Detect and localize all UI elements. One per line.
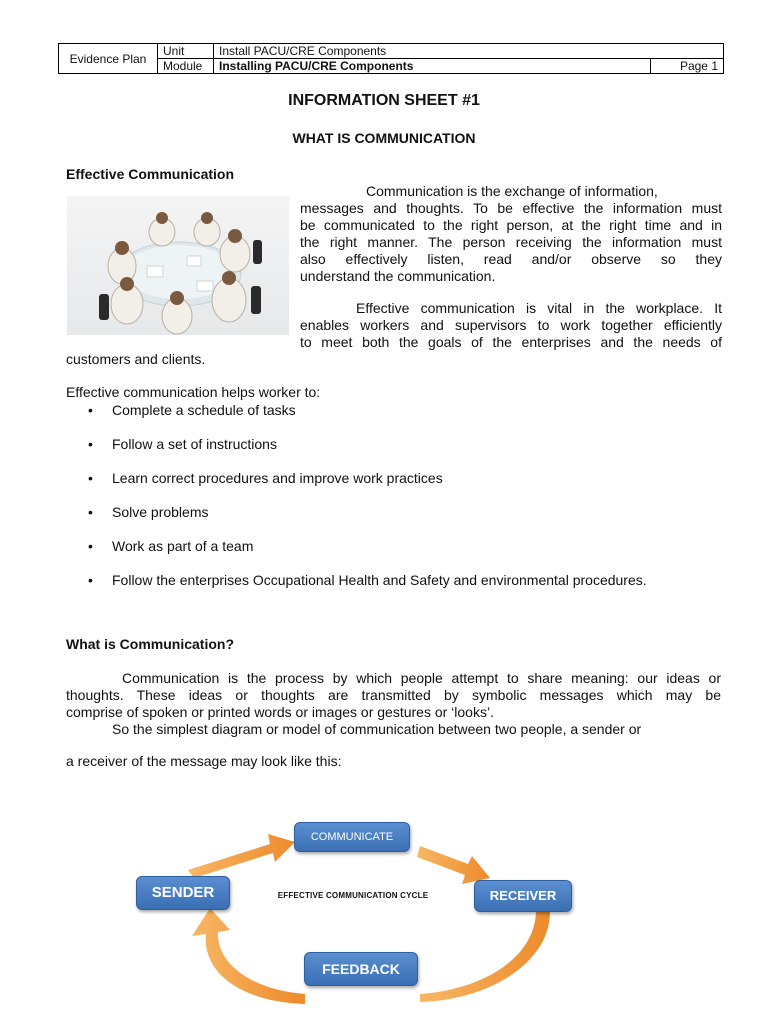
bullet-icon: •	[88, 470, 93, 486]
list-item: • Solve problems	[88, 504, 209, 520]
sender-box: SENDER	[136, 876, 230, 910]
list-item: • Learn correct procedures and improve work practices	[88, 470, 443, 486]
paragraph-communication-process	[66, 670, 721, 738]
para-line: thoughts. These ideas or thoughts are transmitted by symbolic messages which may be	[66, 687, 721, 703]
para-line: be communicated to the right person, at the right time and in	[300, 217, 722, 233]
meeting-illustration	[67, 196, 289, 335]
arrow-receiver-to-feedback	[420, 912, 550, 1002]
feedback-box: FEEDBACK	[304, 952, 418, 986]
section-heading-effective-communication: Effective Communication	[66, 166, 235, 182]
communicate-box: COMMUNICATE	[294, 822, 410, 852]
para-line: Effective communication is vital in the workplace. It	[356, 300, 722, 316]
document-header-table	[58, 43, 724, 74]
paragraph-effective-workplace	[300, 300, 722, 351]
para-line: messages and thoughts. To be effective the information must	[300, 200, 722, 216]
cycle-center-label: EFFECTIVE COMMUNICATION CYCLE	[277, 891, 429, 900]
module-label: Module	[158, 59, 214, 74]
arrow-sender-to-communicate	[188, 834, 295, 878]
para-line: also effectively listen, read and/or observe so they	[300, 251, 722, 267]
list-item: • Work as part of a team	[88, 538, 254, 554]
unit-value: Install PACU/CRE Components	[214, 44, 724, 59]
para-line: enables workers and supervisors to work together efficiently	[300, 317, 722, 333]
para-line: to meet both the goals of the enterprises and the needs of	[300, 334, 722, 350]
meeting-photo	[67, 196, 289, 335]
page-subtitle: WHAT IS COMMUNICATION	[292, 130, 476, 146]
section-heading-what-is-communication: What is Communication?	[66, 636, 234, 652]
unit-label: Unit	[158, 44, 214, 59]
paragraph-communication-definition	[300, 183, 722, 285]
arrow-feedback-to-sender	[192, 908, 305, 1004]
para-line: Communication is the process by which people attempt to share meaning: our ideas or	[122, 670, 721, 686]
bullet-icon: •	[88, 436, 93, 452]
para-line: comprise of spoken or printed words or images or gestures or ‘looks’.	[66, 704, 494, 720]
communication-cycle-diagram	[130, 812, 590, 1017]
para-line-customers: customers and clients.	[66, 351, 206, 367]
module-value: Installing PACU/CRE Components	[214, 59, 651, 74]
bullet-icon: •	[88, 538, 93, 554]
list-item: • Follow a set of instructions	[88, 436, 277, 452]
evidence-plan-cell: Evidence Plan	[59, 44, 158, 74]
list-item: • Complete a schedule of tasks	[88, 402, 296, 418]
receiver-box: RECEIVER	[474, 880, 572, 912]
bullet-icon: •	[88, 504, 93, 520]
arrow-communicate-to-receiver	[417, 846, 490, 884]
para-line: the right manner. The person receiving the information must	[300, 234, 722, 250]
page-title: INFORMATION SHEET #1	[288, 92, 480, 109]
para-line: Communication is the exchange of information,	[366, 183, 658, 199]
para-line: So the simplest diagram or model of communication between two people, a sender or	[112, 721, 642, 737]
para-line-receiver: a receiver of the message may look like this:	[66, 753, 342, 769]
bullet-icon: •	[88, 402, 93, 418]
page-number: Page 1	[651, 59, 724, 74]
helps-intro: Effective communication helps worker to:	[66, 384, 321, 400]
bullet-icon: •	[88, 572, 93, 588]
para-line: understand the communication.	[300, 268, 496, 284]
list-item: • Follow the enterprises Occupational Health and Safety and environmental procedures.	[88, 572, 647, 588]
